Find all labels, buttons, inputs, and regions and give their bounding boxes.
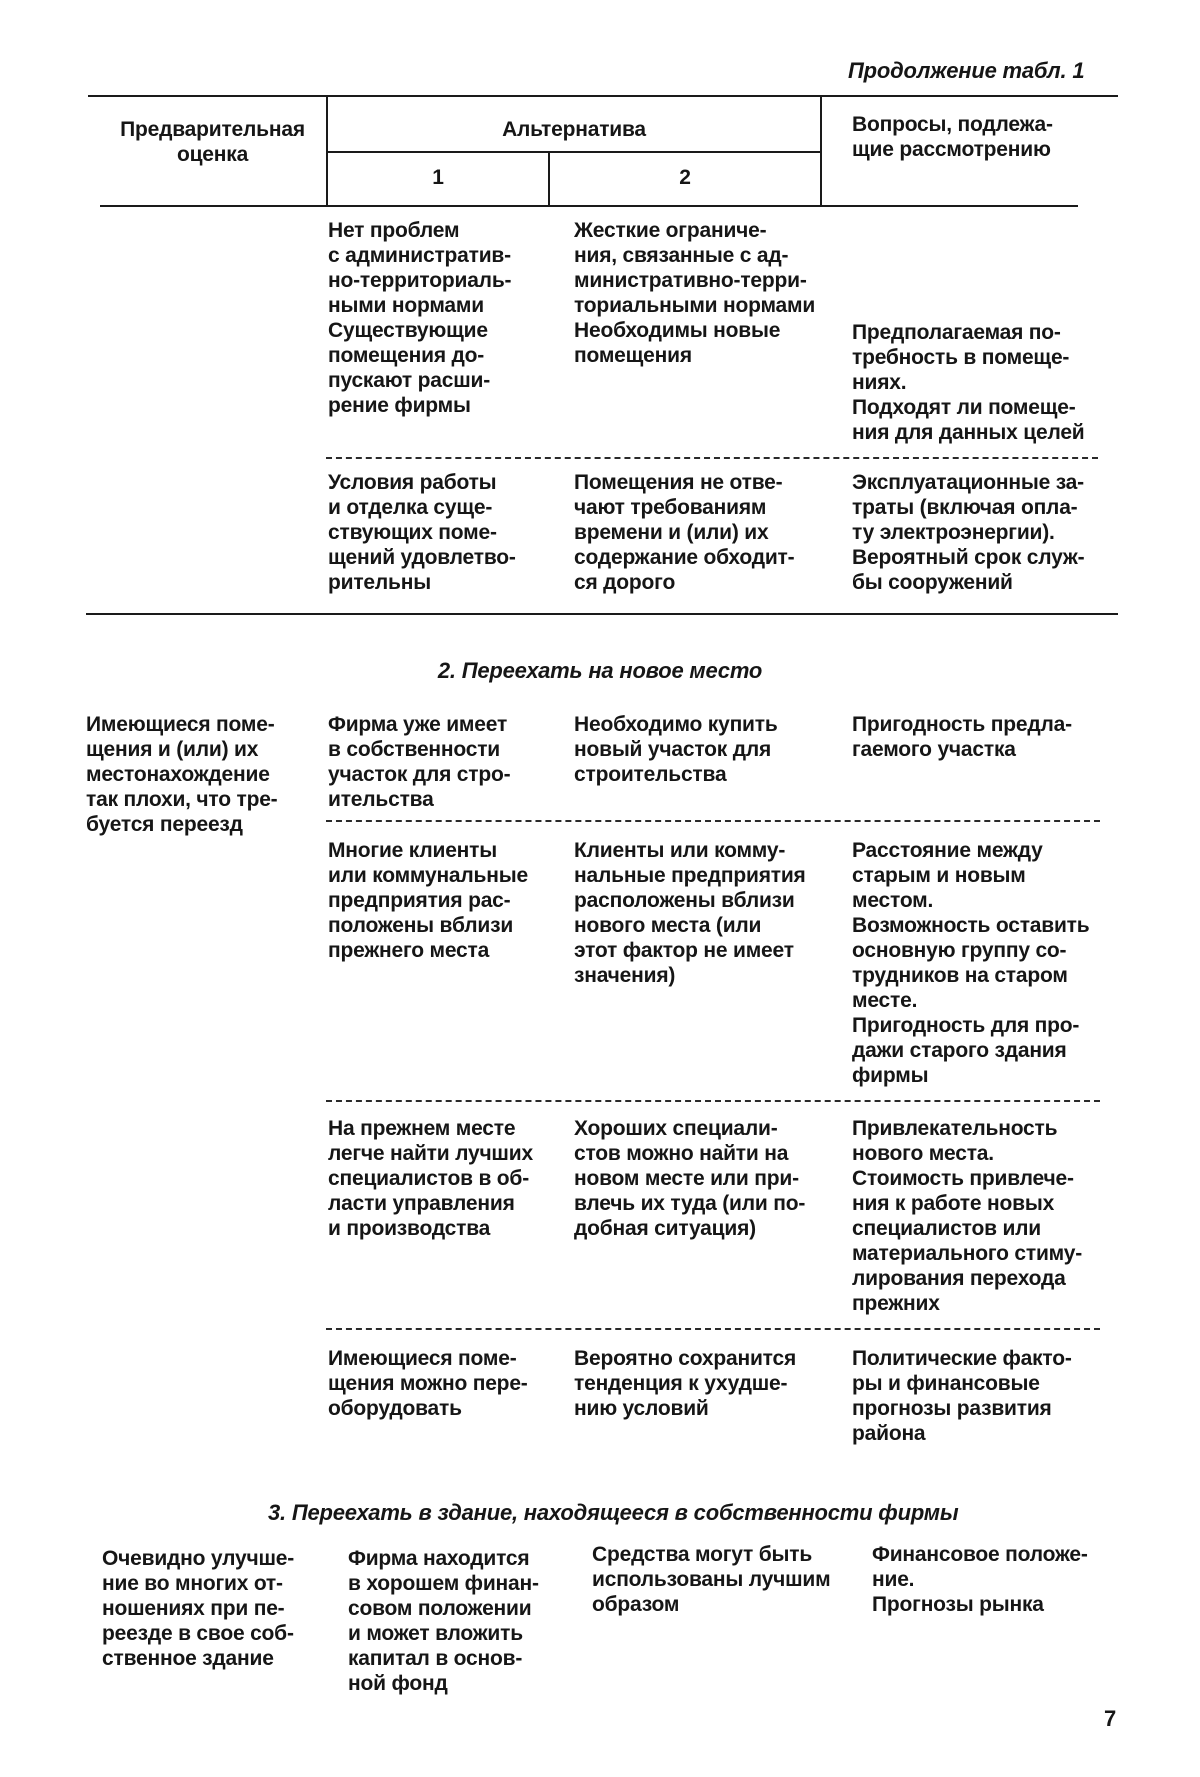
block1-bottom-rule (86, 613, 1118, 615)
section2-separator-2 (326, 1100, 1100, 1102)
header-issues: Вопросы, подлежа- щие рассмотрению (852, 113, 1053, 161)
section3-title: 3. Переехать в здание, находящееся в собственности фирмы (268, 1500, 959, 1525)
section2-separator-1 (326, 820, 1100, 822)
section2-row1-alt2: Необходимо купить новый участок для строительства (574, 713, 778, 786)
section2-row4-alt2: Вероятно сохранится тенденция к ухудше- нию условий (574, 1347, 797, 1420)
block1-row2-alt1: Условия работы и отделка суще- ствующих поме- щений удовлетво- рительны (328, 471, 516, 594)
page-number: 7 (1104, 1706, 1117, 1731)
header-top-rule (88, 95, 1118, 97)
section3-alt2: Средства могут быть использованы лучшим образом (592, 1543, 831, 1616)
header-alt-rule (328, 151, 820, 153)
section2-row1-alt1: Фирма уже имеет в собственности участок для стро- ительства (328, 713, 511, 811)
section2-row3-issues: Привлекательность нового места. Стоимость привлече- ния к работе новых специалистов или материального стиму- лирования перехода прежних (852, 1117, 1083, 1315)
block1-row1-alt2: Жесткие ограниче- ния, связанные с ад- министративно-терри- ториальными нормами Необходимы новые помещения (574, 219, 816, 367)
header-alt-1: 1 (432, 166, 444, 189)
section2-row2-alt1: Многие клиенты или коммунальные предприятия рас- положены вблизи прежнего места (328, 839, 528, 962)
header-assessment: Предварительная оценка (120, 118, 305, 166)
section2-row3-alt1: На прежнем месте легче найти лучших специалистов в об- ласти управления и производства (328, 1117, 533, 1240)
section2-row3-alt2: Хороших специали- стов можно найти на новом месте или при- влечь их туда (или по- добная ситуация) (574, 1117, 806, 1240)
continuation-label: Продолжение табл. 1 (848, 58, 1085, 83)
block1-row2-alt2: Помещения не отве- чают требованиям времени и (или) их содержание обходит- ся дорого (574, 471, 795, 594)
section2-row4-issues: Политические факто- ры и финансовые прогнозы развития района (852, 1347, 1072, 1445)
section3-alt1: Фирма находится в хорошем финан- совом положении и может вложить капитал в основ- ной фонд (348, 1547, 539, 1695)
header-alt-2: 2 (679, 166, 691, 189)
block1-row1-issues: Предполагаемая по- требность в помеще- ниях. Подходят ли помеще- ния для данных целей (852, 321, 1085, 444)
section2-row1-issues: Пригодность предла- гаемого участка (852, 713, 1072, 761)
section2-row2-alt2: Клиенты или комму- нальные предприятия расположены вблизи нового места (или этот фактор не имеет значения) (574, 839, 806, 987)
block1-row2-issues: Эксплуатационные за- траты (включая опла- ту электроэнергии). Вероятный срок служ- бы сооружений (852, 471, 1085, 594)
section2-row4-alt1: Имеющиеся поме- щения можно пере- оборудовать (328, 1347, 528, 1420)
section3-assessment: Очевидно улучше- ние во многих от- ношениях при пе- реезде в свое соб- ственное здание (102, 1547, 295, 1670)
header-divider-right (820, 97, 822, 205)
header-bottom-rule (100, 205, 1078, 207)
block1-row1-alt1: Нет проблем с административ- но-территориаль- ными нормами Существующие помещения до- пускают расши- рение фирмы (328, 219, 512, 417)
section2-assessment: Имеющиеся поме- щения и (или) их местонахождение так плохи, что тре- буется переезд (86, 713, 278, 836)
block1-row-separator (326, 457, 1098, 459)
section2-separator-3 (326, 1328, 1100, 1330)
section2-title: 2. Переехать на новое место (437, 658, 763, 683)
header-alternative: Альтернатива (502, 118, 646, 141)
section2-row2-issues: Расстояние между старым и новым местом. Возможность оставить основную группу со- трудников на старом месте. Пригодность для про- дажи старого здания фирмы (852, 839, 1090, 1087)
section3-issues: Финансовое положе- ние. Прогнозы рынка (872, 1543, 1088, 1616)
